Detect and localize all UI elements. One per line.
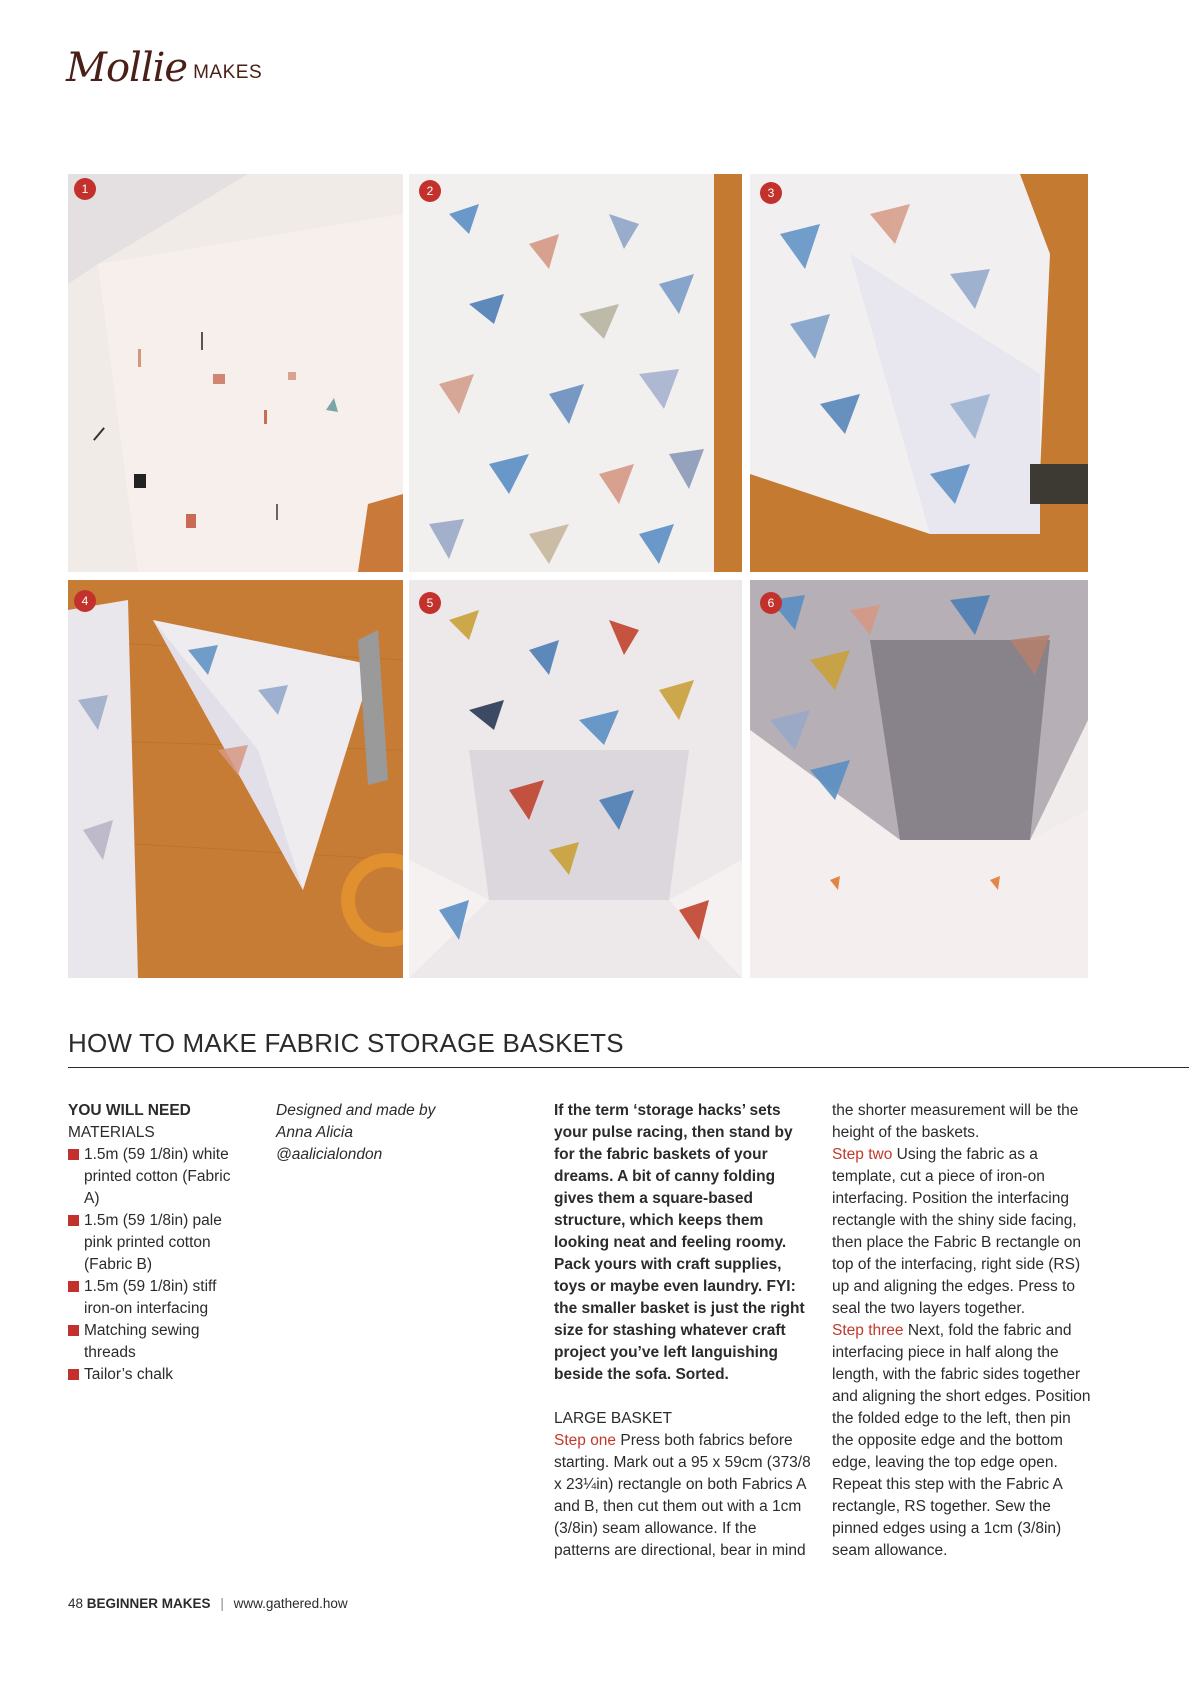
step-one-label: Step one bbox=[554, 1432, 617, 1449]
step-photo-5 bbox=[409, 580, 742, 978]
materials-list bbox=[68, 1144, 248, 1386]
photo-6-image bbox=[750, 580, 1088, 978]
list-item: Tailor’s chalk bbox=[68, 1364, 248, 1386]
step-photo-1 bbox=[68, 174, 403, 572]
step-three-paragraph bbox=[832, 1320, 1094, 1562]
bullet-square-icon bbox=[68, 1281, 79, 1292]
page-number: 48 bbox=[68, 1596, 84, 1611]
list-item: 1.5m (59 1/8in) stiff iron-on interfacing bbox=[68, 1276, 248, 1320]
credit-name: Anna Alicia bbox=[276, 1124, 353, 1141]
bullet-square-icon bbox=[68, 1215, 79, 1226]
photo-1-image bbox=[68, 174, 403, 572]
step-badge: 6 bbox=[760, 592, 782, 614]
bullet-square-icon bbox=[68, 1325, 79, 1336]
step-photo-4 bbox=[68, 580, 403, 978]
instructions-column-1 bbox=[554, 1100, 814, 1562]
photo-2-image bbox=[409, 174, 742, 572]
step-two-paragraph bbox=[832, 1144, 1094, 1320]
materials-column bbox=[68, 1100, 248, 1386]
list-item: 1.5m (59 1/8in) white printed cotton (Fabric A) bbox=[68, 1144, 248, 1210]
step-one-continued: the shorter measurement will be the height of the baskets. bbox=[832, 1102, 1079, 1141]
step-badge: 3 bbox=[760, 182, 782, 204]
bullet-square-icon bbox=[68, 1369, 79, 1380]
section-heading: HOW TO MAKE FABRIC STORAGE BASKETS bbox=[68, 1028, 624, 1058]
instructions-column-2 bbox=[832, 1100, 1094, 1562]
step-three-label: Step three bbox=[832, 1322, 904, 1339]
photo-3-image bbox=[750, 174, 1088, 572]
heading-rule bbox=[68, 1067, 1189, 1068]
step-badge: 2 bbox=[419, 180, 441, 202]
intro-paragraph: If the term ‘storage hacks’ sets your pulse racing, then stand by for the fabric baskets of your dreams. A bit of canny folding gives them a square-based structure, which keeps them looking neat and feeling roomy. Pack yours with craft supplies, toys or maybe even laundry. FYI: the smaller basket is just the right size for stashing whatever craft project you’ve left languishing beside the sofa. Sorted. bbox=[554, 1102, 805, 1383]
footer-separator: | bbox=[220, 1596, 224, 1611]
step-badge: 1 bbox=[74, 178, 96, 200]
credit-handle: @aalicialondon bbox=[276, 1146, 383, 1163]
photo-5-image bbox=[409, 580, 742, 978]
materials-subtitle: MATERIALS bbox=[68, 1124, 155, 1141]
bullet-square-icon bbox=[68, 1149, 79, 1160]
footer-section: BEGINNER MAKES bbox=[86, 1596, 211, 1611]
step-two-label: Step two bbox=[832, 1146, 893, 1163]
step-three-text: Next, fold the fabric and interfacing piece in half along the length, with the fabric sides together and aligning the short edges. Position the folded edge to the left, then pin the opposite edge and the bottom edge, leaving the top edge open. Repeat this step with the Fabric A rectangle, RS together. Sew the pinned edges using a 1cm (3/8in) seam allowance. bbox=[832, 1322, 1091, 1559]
large-basket-subheading: LARGE BASKET bbox=[554, 1410, 673, 1427]
logo-word: MAKES bbox=[193, 62, 263, 83]
you-will-need-title: YOU WILL NEED bbox=[68, 1102, 191, 1119]
credit-line: Designed and made by bbox=[276, 1102, 436, 1119]
page-footer bbox=[68, 1596, 348, 1611]
step-badge: 4 bbox=[74, 590, 96, 612]
list-item: 1.5m (59 1/8in) pale pink printed cotton (Fabric B) bbox=[68, 1210, 248, 1276]
step-one-text: Press both fabrics before starting. Mark out a 95 x 59cm (373/8 x 23¼in) rectangle on both Fabrics A and B, then cut them out with a 1cm (3/8in) seam allowance. If the patterns are directional, bear in mind bbox=[554, 1432, 811, 1559]
step-one-paragraph bbox=[554, 1430, 814, 1562]
step-photo-3 bbox=[750, 174, 1088, 572]
logo-script: Mollie bbox=[66, 45, 188, 91]
step-photo-6 bbox=[750, 580, 1088, 978]
masthead-logo bbox=[66, 38, 263, 91]
step-badge: 5 bbox=[419, 592, 441, 614]
step-two-text: Using the fabric as a template, cut a piece of iron-on interfacing. Position the interfacing rectangle with the shiny side facing, then place the Fabric B rectangle on top of the interfacing, right side (RS) up and aligning the edges. Press to seal the two layers together. bbox=[832, 1146, 1082, 1317]
photo-4-image bbox=[68, 580, 403, 978]
list-item: Matching sewing threads bbox=[68, 1320, 248, 1364]
step-photo-2 bbox=[409, 174, 742, 572]
footer-url: www.gathered.how bbox=[233, 1596, 348, 1611]
designer-credit bbox=[276, 1100, 476, 1166]
